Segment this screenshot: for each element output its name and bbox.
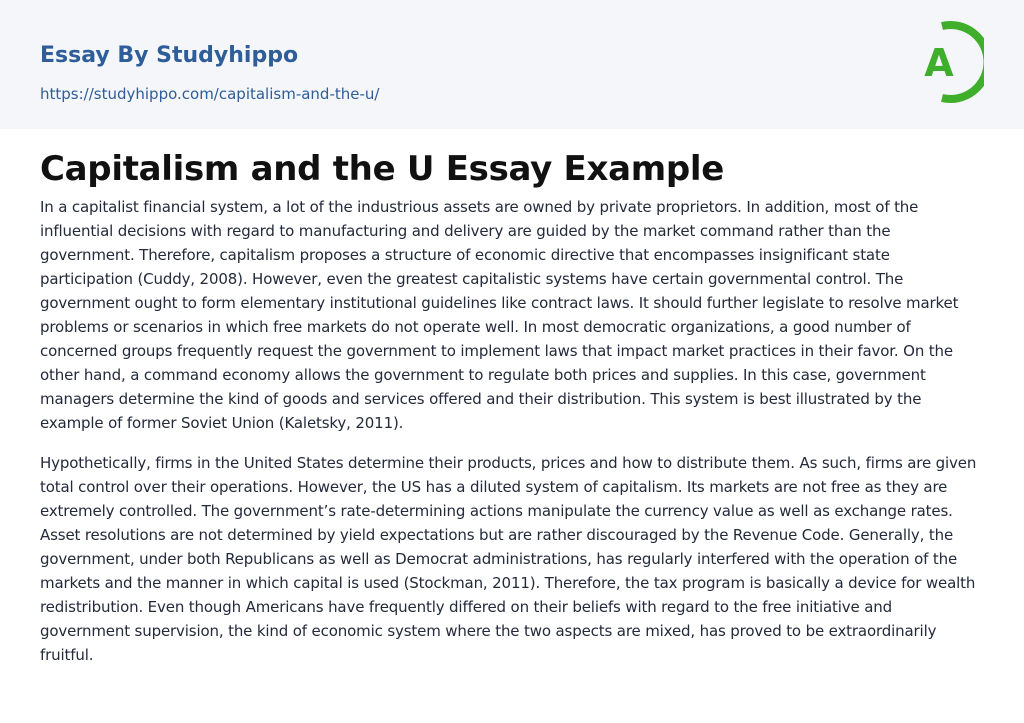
circle-a-logo-icon[interactable] [912, 20, 984, 104]
article-paragraph: In a capitalist financial system, a lot of the industrious assets are owned by private proprietors. In addition, most of the influential decisions with regard to manufacturing and delivery are guided by the market command rather than the government. Therefore, capitalism proposes a structure of economic directive that encompasses insignificant state participation (Cuddy, 2008). However, even the greatest capitalistic systems have certain governmental control. The government ought to form elementary institutional guidelines like contract laws. It should further legislate to resolve market problems or scenarios in which free markets do not operate well. In most democratic organizations, a good number of concerned groups frequently request the government to implement laws that impact market practices in their favor. On the other hand, a command economy allows the government to regulate both prices and supplies. In this case, government managers determine the kind of goods and services offered and their distribution. This system is best illustrated by the example of former Soviet Union (Kaletsky, 2011). [40, 198, 959, 432]
article-paragraph: Hypothetically, firms in the United States determine their products, prices and how to distribute them. As such, firms are given total control over their operations. However, the US has a diluted system of capitalism. Its markets are not free as they are extremely controlled. The government’s rate-determining actions manipulate the currency value as well as exchange rates. Asset resolutions are not determined by yield expectations but are rather discouraged by the Revenue Code. Generally, the government, under both Republicans as well as Democrat administrations, has regularly interfered with the operation of the markets and the manner in which capital is used (Stockman, 2011). Therefore, the tax program is basically a device for wealth redistribution. Even though Americans have frequently differed on their beliefs with regard to the free initiative and government supervision, the kind of economic system where the two aspects are mixed, has proved to be extraordinarily fruitful. [40, 454, 977, 664]
page-title: Capitalism and the U Essay Example [40, 149, 724, 189]
logo-letter: A [924, 41, 954, 85]
site-brand[interactable]: Essay By Studyhippo [40, 43, 299, 68]
page-url-link[interactable]: https://studyhippo.com/capitalism-and-the-u/ [40, 85, 380, 103]
article [0, 147, 1024, 667]
site-header [0, 0, 1024, 129]
